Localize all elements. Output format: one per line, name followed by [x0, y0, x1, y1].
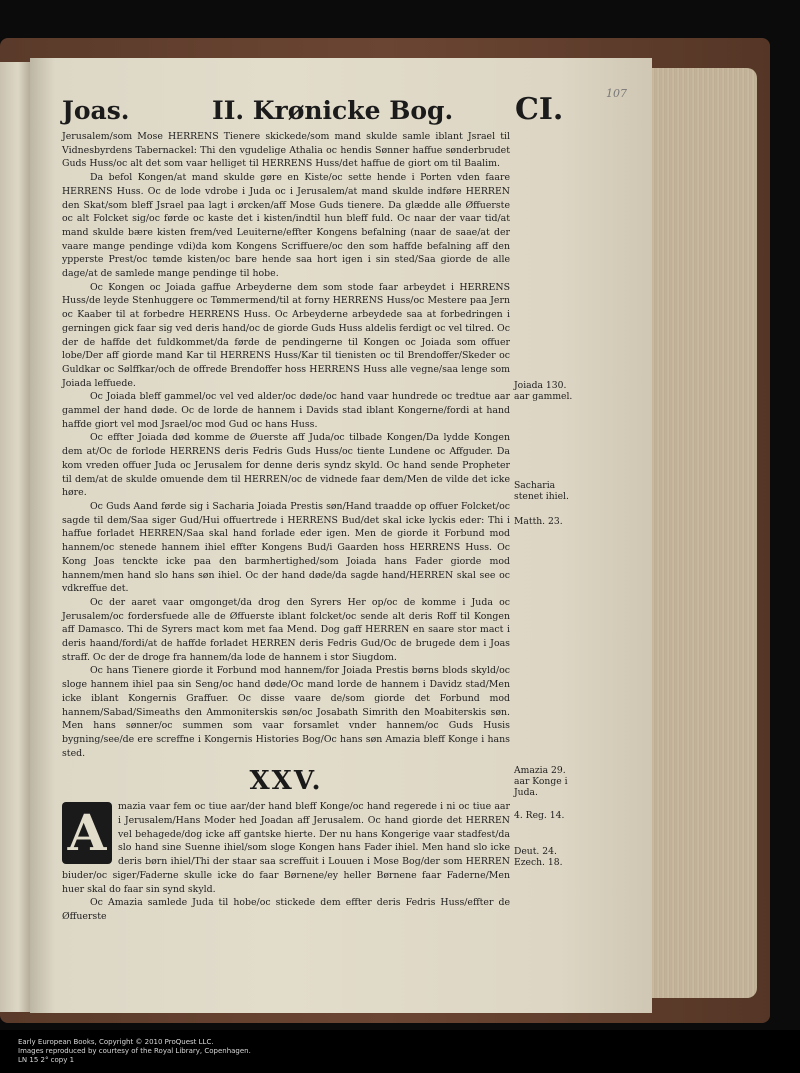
page-body: [62, 130, 510, 922]
marginal-note: Deut. 24. Ezech. 18.: [514, 846, 563, 868]
paragraph: Jerusalem/som Mose HERRENS Tienere skickede/som mand skulde samle iblant Jsrael til Vidnesbyrdens Tabernackel: Thi den vgudelige Athalia oc hendis Sønner haffue sønderbrudet Guds Huss/oc alt det som vaar helliget til HERRENS Huss/det haffue de giort om til Baalim.: [62, 131, 510, 170]
page-edges: [645, 68, 757, 998]
chapter-last-line: Oc Amazia samlede Juda til hobe/oc stickede dem effter deris Fedris Huss/effter de Øffuerste: [62, 897, 510, 922]
header-left: Joas.: [62, 96, 130, 125]
footer-line: Early European Books, Copyright © 2010 ProQuest LLC.: [18, 1038, 214, 1046]
paragraph: Oc effter Joiada død komme de Øuerste aff Juda/oc tilbade Kongen/Da lydde Kongen dem at/Oc de forlode HERRENS deris Fedris Guds Huss/oc tiente Lundene oc Affguder. Da kom vreden offuer Juda oc Jerusalem for denne deris syndz skyld. Oc hand sende Propheter til dem/at de skulde omuende dem til HERREN/oc de vidnede faar dem/Men de vilde det icke høre.: [62, 432, 510, 499]
drop-cap-initial: A: [62, 802, 112, 864]
marginal-note: Joiada 130. aar gammel.: [514, 380, 573, 402]
running-header: [62, 92, 602, 130]
paragraph: Oc Guds Aand førde sig i Sacharia Joiada Prestis søn/Hand traadde op offuer Folcket/oc sagde til dem/Saa siger Gud/Hui offuertrede i HERRENS Bud/det skal icke lyckis eder: Thi i haffue forladet HERREN/Saa skal hand forlade eder igen. Men de giorde it Forbund mod hannem/oc stenede hannem ihiel effter Kongens Bud/i Gaarden hoss HERRENS Huss. Oc Kong Joas tenckte icke paa den barmhertighed/som Joiada hans Fader giorde mod hannem/men hand slo hans søn ihiel. Oc der hand døde/da sagde hand/HERREN skal see oc vdkreffue det.: [62, 500, 510, 595]
marginal-note: Matth. 23.: [514, 516, 563, 527]
footer-line: Images reproduced by courtesy of the Royal Library, Copenhagen.: [18, 1047, 251, 1055]
paragraph: Oc Kongen oc Joiada gaffue Arbeyderne dem som stode faar arbeydet i HERRENS Huss/de leyde Stenhuggere oc Tømmermend/til at forny HERRENS Huss/oc Mestere paa Jern oc Kaaber til at forbedre HERRENS Huss. Oc Arbeyderne arbeydede saa at forbedringen i gerningen gick faar sig ved deris hand/oc de giorde Guds Huss aldelis ferdigt oc vel tilred. Oc der de haffde det fuldkommet/da førde de pendingerne til Kongen oc Joiada som offuer lobe/Der aff giorde mand Kar til HERRENS Huss/Kar til tienisten oc til Brendoffer/Skeder oc Guldkar oc Sølffkar/och de offrede Brendoffer hoss HERRENS Huss alle vegne/saa lenge som Joiada leffuede.: [62, 281, 510, 389]
header-folio: CI.: [515, 92, 564, 127]
copyright-footer: [18, 1038, 251, 1065]
marginal-note: Amazia 29. aar Konge i Juda.: [514, 765, 568, 798]
footer-line: LN 15 2° copy 1: [18, 1056, 75, 1064]
paragraph: Da befol Kongen/at mand skulde gøre en Kiste/oc sette hende i Porten vden faare HERRENS Huss. Oc de lode vdrobe i Juda oc i Jerusalem/at mand skulde indføre HERREN den Skat/som bleff Jsrael paa lagt i ørcken/aff Mose Guds tienere. Da glædde alle Øffuerste oc alt Folcket sig/oc førde oc kaste det i kisten/indtil hun bleff fuld. Oc naar der vaar tid/at mand skulde bære kisten frem/ved Leuiterne/effter Kongens befalning (naar de saae/at der vaare mange pendinge vdi)da kom Kongens Scriffuere/oc den som haffde befalning aff den ypperste Prest/oc tømde kisten/oc bare hende saa hort igen i sin sted/Saa giorde de alle dage/at de samlede mange pendinge til hobe.: [62, 172, 510, 280]
chapter-heading: XXV.: [249, 766, 323, 797]
left-page-edge: [0, 62, 30, 1012]
paragraph: Oc Joiada bleff gammel/oc vel ved alder/oc døde/oc hand vaar hundrede oc tredtue aar gammel der hand døde. Oc de lorde de hannem i Davids stad iblant Kongerne/fordi at hand haffde giort vel mod Jsrael/oc mod Gud oc hans Huss.: [62, 391, 510, 430]
paragraph: Oc hans Tienere giorde it Forbund mod hannem/for Joiada Prestis børns blods skyld/oc sloge hannem ihiel paa sin Seng/oc hand døde/Oc mand lorde de hannem i Davidz stad/Men icke iblant Kongernis Graffuer. Oc disse vaare de/som giorde det Forbund mod hannem/Sabad/Simeaths den Ammoniterskis søn/oc Josabath Simrith den Moabiterskis søn. Men hans sønner/oc summen som vaar forsamlet vnder hannem/oc Guds Husis bygning/see/de ere screffne i Kongernis Histories Bog/Oc hans søn Amazia bleff Konge i hans sted.: [62, 665, 510, 759]
marginal-note: Sacharia stenet ihiel.: [514, 480, 569, 502]
paragraph: Oc der aaret vaar omgonget/da drog den Syrers Her op/oc de komme i Juda oc Jerusalem/oc fordersfuede alle de Øffuerste iblant folcket/oc sende alt deris Roff til Kongen aff Damasco. Thi de Syrers mact kom met faa Mend. Dog gaff HERREN en saare stor mact i deris haand/fordi/at de haffde forladet HERREN deris Fedris Gud/Oc de brugede dem i Joas straff. Oc der de droge fra hannem/da lode de hannem i stor Siugdom.: [62, 596, 510, 663]
header-title: II. Krønicke Bog.: [212, 96, 454, 125]
chapter-opening: [62, 800, 510, 923]
chapter-paragraph: mazia vaar fem oc tiue aar/der hand bleff Konge/oc hand regerede i ni oc tiue aar i Jerusalem/Hans Moder hed Joadan aff Jerusalem. Oc hand giorde det HERREN vel behagede/dog icke aff gantske hierte. Der nu hans Kongerige vaar stadfest/da slo hand sine Suenne ihiel/som sloge Kongen hans Fader ihiel. Men hand slo icke deris børn ihiel/Thi der staar saa screffuit i Louuen i Mose Bog/der som HERREN biuder/oc siger/Faderne skulle icke do faar Børnene/ey heller Børnene faar Faderne/Men huer skal do faar sin synd skyld.: [62, 801, 510, 895]
marginal-note: 4. Reg. 14.: [514, 810, 565, 821]
pencil-folio-note: 107: [606, 87, 627, 100]
